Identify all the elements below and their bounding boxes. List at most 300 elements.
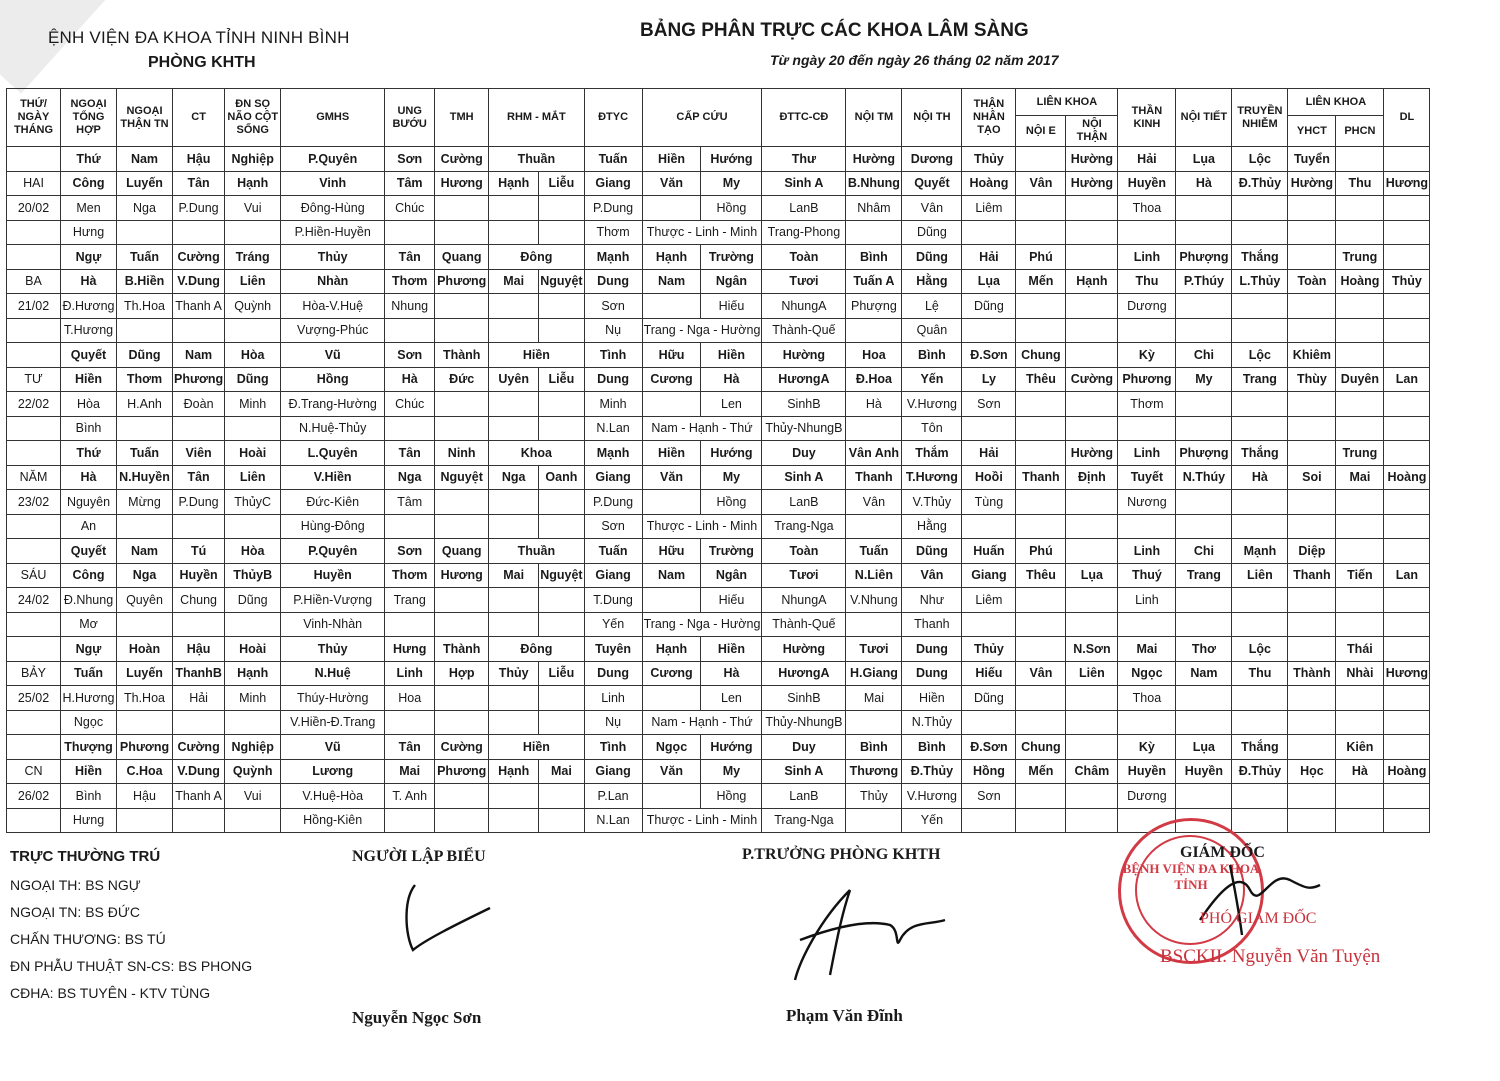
table-cell: Dung: [902, 637, 962, 662]
table-cell: [117, 612, 173, 637]
table-cell: [539, 612, 584, 637]
table-cell: Bình: [846, 245, 902, 270]
table-cell: Vân: [902, 563, 962, 588]
table-cell: Thủy: [962, 147, 1016, 172]
table-cell: Hải: [962, 245, 1016, 270]
table-cell: [435, 612, 489, 637]
table-cell: Trung: [1336, 441, 1384, 466]
table-cell: [539, 514, 584, 539]
table-cell: Quỳnh: [225, 759, 281, 784]
oncall-line: ĐN PHẪU THUẬT SN-CS: BS PHONG: [10, 958, 253, 974]
table-cell: Lụa: [1176, 147, 1232, 172]
table-cell: [385, 710, 435, 735]
table-cell: Yến: [584, 612, 642, 637]
table-cell: [1384, 416, 1430, 441]
table-cell: [435, 416, 489, 441]
table-cell: Toàn: [762, 245, 846, 270]
table-cell: [1232, 490, 1288, 515]
table-cell: Phú: [1016, 539, 1066, 564]
table-cell: Sinh A: [762, 465, 846, 490]
table-cell: [1232, 196, 1288, 221]
table-cell: N.Sơn: [1066, 637, 1118, 662]
table-cell: Thơm: [385, 269, 435, 294]
table-cell: Lan: [1384, 563, 1430, 588]
table-cell: Dung: [584, 661, 642, 686]
table-cell: [435, 318, 489, 343]
table-cell: [1232, 514, 1288, 539]
table-cell: [173, 318, 225, 343]
table-cell: Tùng: [962, 490, 1016, 515]
table-cell: Mai: [539, 759, 584, 784]
table-cell: Sơn: [385, 147, 435, 172]
table-cell: Hà: [61, 269, 117, 294]
table-cell: Nga: [117, 563, 173, 588]
director-title: GIÁM ĐỐC: [1180, 844, 1265, 861]
table-cell: Tuấn: [61, 661, 117, 686]
table-cell: [1118, 416, 1176, 441]
table-cell: [1066, 784, 1118, 809]
column-header: NỘI TM: [846, 89, 902, 147]
table-row: [7, 245, 1430, 270]
table-cell: [489, 196, 539, 221]
table-cell: Nam: [642, 269, 701, 294]
table-cell: LanB: [762, 784, 846, 809]
table-cell: Hiếu: [701, 588, 762, 613]
table-cell: [1232, 808, 1288, 833]
table-row: [7, 661, 1430, 686]
maker-name: Nguyễn Ngọc Sơn: [352, 1008, 482, 1027]
table-cell: Khoa: [489, 441, 584, 466]
table-cell: N.Huệ: [281, 661, 385, 686]
table-cell: [1288, 735, 1336, 760]
day-cell: [7, 539, 61, 564]
table-cell: Hoàng: [962, 171, 1016, 196]
maker-signature: [395, 880, 505, 960]
table-cell: Bình: [61, 784, 117, 809]
table-cell: [539, 710, 584, 735]
table-cell: Thành-Quế: [762, 318, 846, 343]
column-header: TRUYỀN NHIỄM: [1232, 89, 1288, 147]
table-cell: [642, 392, 701, 417]
table-cell: Mai: [1118, 637, 1176, 662]
table-cell: Dương: [1118, 784, 1176, 809]
table-cell: Đ.Sơn: [962, 735, 1016, 760]
table-cell: Hoàng: [1384, 465, 1430, 490]
table-cell: Hoàng: [1336, 269, 1384, 294]
table-cell: Vũ: [281, 343, 385, 368]
table-cell: [1336, 196, 1384, 221]
table-cell: Thủy: [962, 637, 1016, 662]
table-cell: [1016, 490, 1066, 515]
table-cell: Nghiệp: [225, 735, 281, 760]
table-cell: Mai: [846, 686, 902, 711]
table-cell: Thoa: [1118, 686, 1176, 711]
table-cell: Quyết: [61, 539, 117, 564]
table-cell: Chung: [173, 588, 225, 613]
table-cell: [539, 416, 584, 441]
table-cell: [962, 220, 1016, 245]
table-cell: [1288, 294, 1336, 319]
table-cell: [846, 612, 902, 637]
table-cell: [1066, 220, 1118, 245]
table-cell: V.Hiền: [281, 465, 385, 490]
table-cell: Lụa: [1176, 735, 1232, 760]
table-cell: [385, 514, 435, 539]
table-cell: Thơm: [117, 367, 173, 392]
table-cell: [435, 196, 489, 221]
table-cell: Oanh: [539, 465, 584, 490]
table-cell: Thơ: [1176, 637, 1232, 662]
table-cell: [435, 294, 489, 319]
column-header: UNG BƯỚU: [385, 89, 435, 147]
table-cell: N.Huyền: [117, 465, 173, 490]
table-cell: [489, 392, 539, 417]
table-cell: Len: [701, 686, 762, 711]
head-signature: [780, 880, 980, 990]
table-cell: Công: [61, 563, 117, 588]
table-cell: [1336, 588, 1384, 613]
table-cell: Hòa: [61, 392, 117, 417]
table-cell: Tươi: [762, 563, 846, 588]
table-cell: Hoàng: [1384, 759, 1430, 784]
table-cell: P.Hiền-Huyền: [281, 220, 385, 245]
table-cell: Đ.Thủy: [1232, 171, 1288, 196]
table-cell: C.Hoa: [117, 759, 173, 784]
table-cell: Đông: [489, 245, 584, 270]
table-cell: [1176, 784, 1232, 809]
table-cell: [489, 686, 539, 711]
table-cell: Thủy: [489, 661, 539, 686]
table-cell: [1384, 710, 1430, 735]
table-cell: Thắng: [1232, 735, 1288, 760]
table-cell: Đ.Hoa: [846, 367, 902, 392]
table-cell: [539, 784, 584, 809]
header-row: [7, 89, 1430, 116]
page-title: BẢNG PHÂN TRỰC CÁC KHOA LÂM SÀNG: [640, 20, 1029, 41]
table-cell: [1016, 196, 1066, 221]
table-cell: [1176, 686, 1232, 711]
table-cell: L.Quyên: [281, 441, 385, 466]
table-row: [7, 343, 1430, 368]
table-cell: Dương: [1118, 294, 1176, 319]
table-cell: Đức: [435, 367, 489, 392]
table-cell: Linh: [385, 661, 435, 686]
table-cell: Thủy-NhungB: [762, 710, 846, 735]
table-cell: N.Thúy: [1176, 465, 1232, 490]
table-cell: Thược - Linh - Minh: [642, 220, 762, 245]
table-cell: Hòa: [225, 343, 281, 368]
table-cell: [962, 416, 1016, 441]
table-row: [7, 294, 1430, 319]
table-cell: [1016, 220, 1066, 245]
table-cell: Phương: [435, 269, 489, 294]
table-cell: Thanh A: [173, 784, 225, 809]
table-cell: Nguyệt: [539, 563, 584, 588]
oncall-line: NGOẠI TH: BS NGỰ: [10, 877, 141, 893]
table-cell: Hùng-Đông: [281, 514, 385, 539]
day-date: 24/02: [7, 588, 61, 613]
table-cell: V.Dung: [173, 759, 225, 784]
table-cell: Tráng: [225, 245, 281, 270]
department-name: PHÒNG KHTH: [148, 54, 256, 71]
table-cell: [846, 808, 902, 833]
table-cell: [489, 710, 539, 735]
table-cell: Giang: [584, 563, 642, 588]
table-cell: Đ.Nhung: [61, 588, 117, 613]
table-cell: Châm: [1066, 759, 1118, 784]
table-cell: Nghiệp: [225, 147, 281, 172]
table-cell: [1336, 710, 1384, 735]
table-cell: Thương: [846, 759, 902, 784]
table-row: [7, 710, 1430, 735]
table-cell: [1336, 220, 1384, 245]
table-cell: Văn: [642, 171, 701, 196]
table-cell: Thơm: [584, 220, 642, 245]
table-cell: Nam - Hạnh - Thứ: [642, 710, 762, 735]
table-cell: Lan: [1384, 367, 1430, 392]
table-cell: [1336, 539, 1384, 564]
table-cell: Tươi: [762, 269, 846, 294]
table-cell: Hạnh: [642, 637, 701, 662]
table-cell: Tươi: [846, 637, 902, 662]
day-cell: [7, 808, 61, 833]
table-cell: Hướng: [701, 441, 762, 466]
table-cell: Linh: [584, 686, 642, 711]
table-cell: V.Huệ-Hòa: [281, 784, 385, 809]
table-cell: Len: [701, 392, 762, 417]
table-cell: Mến: [1016, 269, 1066, 294]
table-cell: [1384, 735, 1430, 760]
table-cell: Hồng: [701, 490, 762, 515]
table-cell: [846, 710, 902, 735]
table-cell: Toàn: [1288, 269, 1336, 294]
table-cell: [642, 686, 701, 711]
table-cell: Trang - Nga - Hường: [642, 318, 762, 343]
table-cell: Bình: [846, 735, 902, 760]
oncall-line: CHẤN THƯƠNG: BS TÚ: [10, 931, 166, 947]
table-cell: NhungA: [762, 588, 846, 613]
table-cell: B.Nhung: [846, 171, 902, 196]
table-cell: Đ.Sơn: [962, 343, 1016, 368]
table-cell: [1016, 710, 1066, 735]
table-cell: Dung: [584, 367, 642, 392]
column-header: TMH: [435, 89, 489, 147]
table-cell: Mến: [1016, 759, 1066, 784]
table-cell: Tuyển: [1288, 147, 1336, 172]
table-cell: Vân: [1016, 171, 1066, 196]
table-cell: Tuấn: [584, 539, 642, 564]
table-cell: Th.Hoa: [117, 294, 173, 319]
table-cell: [1232, 686, 1288, 711]
table-cell: [1288, 416, 1336, 441]
table-cell: Thành-Quế: [762, 612, 846, 637]
table-cell: Vân: [846, 490, 902, 515]
table-cell: Tuấn A: [846, 269, 902, 294]
column-header: CẤP CỨU: [642, 89, 762, 147]
table-cell: Mơ: [61, 612, 117, 637]
table-cell: Linh: [1118, 245, 1176, 270]
day-cell: [7, 637, 61, 662]
table-cell: Thuý: [1118, 563, 1176, 588]
date-range: Từ ngày 20 đến ngày 26 tháng 02 năm 2017: [770, 52, 1059, 68]
table-cell: Sơn: [962, 784, 1016, 809]
column-header: CT: [173, 89, 225, 147]
table-cell: [435, 808, 489, 833]
column-header: NỘI THẬN: [1066, 116, 1118, 147]
table-cell: Thơm: [1118, 392, 1176, 417]
column-header: ĐN SỌ NÃO CỘT SỐNG: [225, 89, 281, 147]
table-row: [7, 465, 1430, 490]
table-cell: Định: [1066, 465, 1118, 490]
table-cell: Ngự: [61, 245, 117, 270]
table-cell: [1232, 294, 1288, 319]
table-cell: Chung: [1016, 343, 1066, 368]
table-cell: [1336, 147, 1384, 172]
table-cell: Hạnh: [642, 245, 701, 270]
table-cell: ThủyC: [225, 490, 281, 515]
table-cell: Mừng: [117, 490, 173, 515]
table-cell: Dũng: [962, 686, 1016, 711]
table-cell: Lương: [281, 759, 385, 784]
table-cell: [1232, 392, 1288, 417]
table-cell: [1118, 318, 1176, 343]
table-cell: Hải: [962, 441, 1016, 466]
column-header: LIÊN KHOA: [1288, 89, 1384, 116]
table-cell: NhungA: [762, 294, 846, 319]
table-cell: V.Hiền-Đ.Trang: [281, 710, 385, 735]
table-cell: Mạnh: [584, 441, 642, 466]
table-cell: [1176, 588, 1232, 613]
table-cell: [1336, 514, 1384, 539]
table-cell: [642, 196, 701, 221]
table-cell: Thược - Linh - Minh: [642, 808, 762, 833]
table-cell: [225, 514, 281, 539]
table-cell: H.Anh: [117, 392, 173, 417]
table-cell: [1232, 416, 1288, 441]
table-cell: [642, 588, 701, 613]
table-cell: Hương: [1384, 661, 1430, 686]
table-cell: [385, 416, 435, 441]
table-row: [7, 318, 1430, 343]
table-cell: [1384, 441, 1430, 466]
table-cell: [846, 220, 902, 245]
table-cell: Thoa: [1118, 196, 1176, 221]
table-row: [7, 759, 1430, 784]
table-cell: Thủy-NhungB: [762, 416, 846, 441]
table-cell: Chi: [1176, 343, 1232, 368]
column-header: ĐTTC-CĐ: [762, 89, 846, 147]
table-cell: Nương: [1118, 490, 1176, 515]
table-cell: [1232, 588, 1288, 613]
table-cell: H.Giang: [846, 661, 902, 686]
table-cell: Hà: [1232, 465, 1288, 490]
table-cell: Phương: [173, 367, 225, 392]
table-cell: Duy: [762, 735, 846, 760]
table-cell: [1016, 318, 1066, 343]
table-cell: Dũng: [902, 220, 962, 245]
table-cell: Hà: [846, 392, 902, 417]
table-cell: Nguyệt: [539, 269, 584, 294]
table-cell: [1336, 686, 1384, 711]
head-name: Phạm Văn Đĩnh: [786, 1006, 903, 1025]
table-row: [7, 563, 1430, 588]
table-cell: Hưng: [385, 637, 435, 662]
table-cell: Luyến: [117, 171, 173, 196]
table-cell: [173, 808, 225, 833]
table-cell: [1176, 294, 1232, 319]
table-cell: [225, 710, 281, 735]
table-cell: Hương: [1384, 171, 1430, 196]
table-cell: [1288, 710, 1336, 735]
table-cell: Sơn: [584, 294, 642, 319]
table-cell: Trang-Nga: [762, 808, 846, 833]
day-cell: [7, 612, 61, 637]
oncall-line: CĐHA: BS TUYÊN - KTV TÙNG: [10, 985, 211, 1001]
table-cell: Liêm: [962, 588, 1016, 613]
table-cell: Huyền: [1118, 759, 1176, 784]
table-cell: Phượng: [846, 294, 902, 319]
table-cell: [1384, 588, 1430, 613]
table-cell: Hoàn: [117, 637, 173, 662]
table-cell: Hậu: [117, 784, 173, 809]
table-cell: Cường: [173, 245, 225, 270]
table-cell: [489, 490, 539, 515]
table-cell: Thu: [1336, 171, 1384, 196]
table-row: [7, 220, 1430, 245]
table-cell: [1016, 514, 1066, 539]
table-cell: An: [61, 514, 117, 539]
table-cell: Thành: [1288, 661, 1336, 686]
day-cell: [7, 220, 61, 245]
table-cell: Văn: [642, 759, 701, 784]
table-cell: P.Dung: [584, 490, 642, 515]
table-cell: Kỳ: [1118, 735, 1176, 760]
table-cell: [1066, 294, 1118, 319]
table-cell: [1066, 514, 1118, 539]
table-cell: Dung: [584, 269, 642, 294]
table-cell: Vân: [1016, 661, 1066, 686]
table-cell: [642, 294, 701, 319]
table-cell: [489, 588, 539, 613]
table-cell: [385, 612, 435, 637]
table-cell: Tân: [385, 735, 435, 760]
table-cell: [1016, 588, 1066, 613]
table-cell: Mai: [1336, 465, 1384, 490]
oncall-title: TRỰC THƯỜNG TRÚ: [10, 848, 161, 865]
day-cell: [7, 735, 61, 760]
table-cell: [1288, 514, 1336, 539]
table-cell: [1336, 318, 1384, 343]
table-cell: P.Thúy: [1176, 269, 1232, 294]
table-cell: [1176, 318, 1232, 343]
table-cell: Ninh: [435, 441, 489, 466]
table-cell: Thủy: [1384, 269, 1430, 294]
head-title: P.TRƯỞNG PHÒNG KHTH: [742, 846, 941, 863]
table-cell: ThủyB: [225, 563, 281, 588]
table-cell: Liên: [1066, 661, 1118, 686]
table-cell: Giang: [584, 759, 642, 784]
table-cell: Cường: [1066, 367, 1118, 392]
table-cell: Nhâm: [846, 196, 902, 221]
column-header: RHM - MẮT: [489, 89, 584, 147]
table-cell: Chi: [1176, 539, 1232, 564]
table-cell: Lộc: [1232, 147, 1288, 172]
table-cell: Trường: [701, 245, 762, 270]
day-cell: [7, 318, 61, 343]
table-cell: N.Lan: [584, 416, 642, 441]
table-cell: Hà: [701, 367, 762, 392]
table-cell: Nụ: [584, 318, 642, 343]
